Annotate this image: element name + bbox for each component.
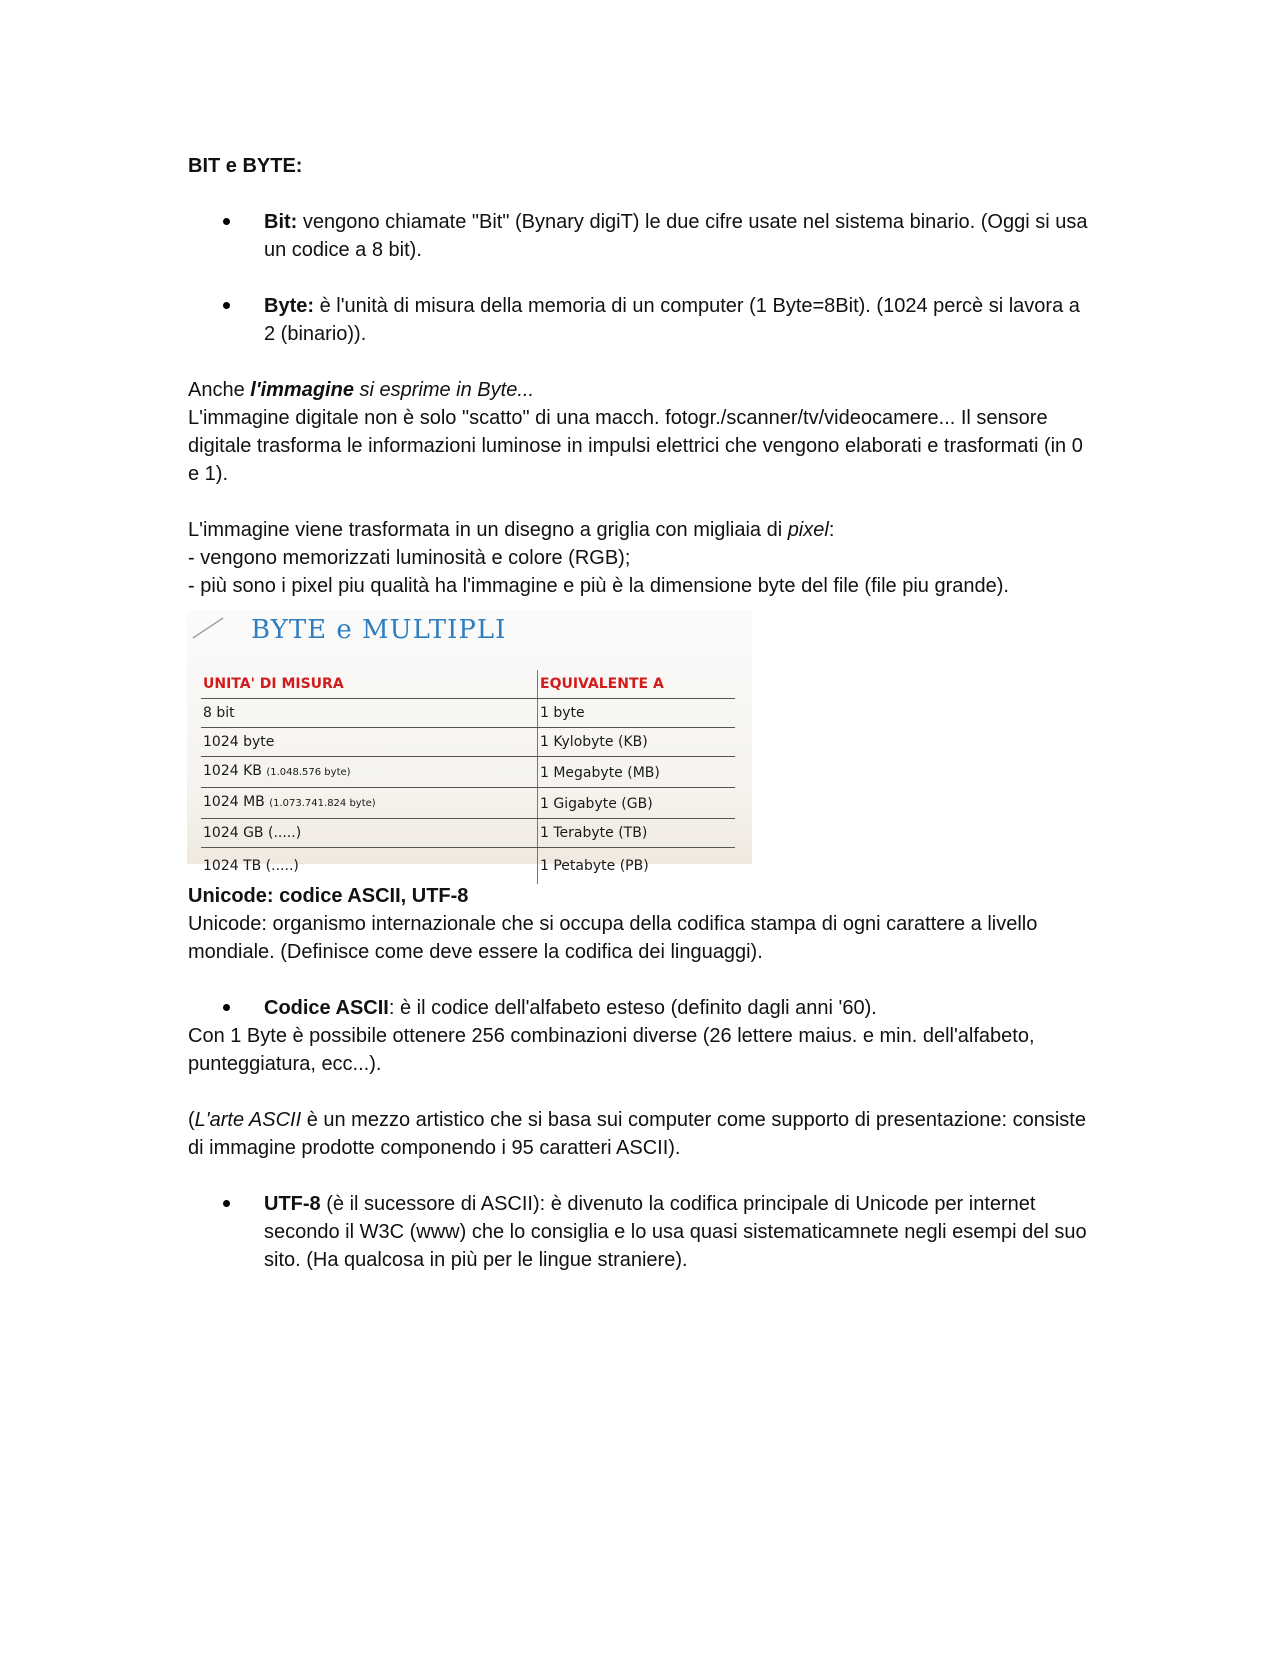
pixel-line-rgb: - vengono memorizzati luminosità e colore (RGB);: [188, 547, 631, 569]
equivalent-cell: 1 Gigabyte (GB): [538, 788, 736, 819]
ascii-art-paragraph: [188, 1106, 1088, 1162]
pixel-paragraph-intro: [188, 516, 1088, 544]
bullet-dot-icon: [223, 218, 230, 225]
figure-title: BYTE e MULTIPLI: [251, 615, 507, 645]
ascii-combinations-paragraph: Con 1 Byte è possibile ottenere 256 combinazioni diverse (26 lettere maius. e min. dell'alfabeto, punteggiatura, ecc...).: [188, 1025, 1035, 1075]
bullet-ascii: [188, 994, 1088, 1022]
unit-cell: [201, 699, 538, 728]
bullet-text: vengono chiamate "Bit" (Bynary digiT) le due cifre usate nel sistema binario. (Oggi si usa un codice a 8 bit).: [264, 211, 1088, 261]
equivalent-cell: 1 Kylobyte (KB): [538, 728, 736, 757]
table-row: [201, 788, 735, 819]
equivalent-cell: 1 Terabyte (TB): [538, 819, 736, 848]
equivalent-cell: 1 byte: [538, 699, 736, 728]
unicode-paragraph: Unicode: organismo internazionale che si occupa della codifica stampa di ogni carattere a livello mondiale. (Definisce come deve essere la codifica dei linguaggi).: [188, 913, 1038, 963]
bullet-utf8: [188, 1190, 1088, 1274]
unit-text: 1024 TB (.....): [203, 858, 299, 874]
text-run: Anche: [188, 379, 251, 401]
bullet-dot-icon: [223, 302, 230, 309]
unit-text: 1024 KB: [203, 763, 267, 779]
section-heading-bit-byte: BIT e BYTE:: [188, 155, 303, 177]
equivalent-cell: 1 Megabyte (MB): [538, 757, 736, 788]
text-run: L'immagine viene trasformata in un disegno a griglia con migliaia di: [188, 519, 788, 541]
bullet-term: UTF-8: [264, 1193, 321, 1215]
table-row: [201, 757, 735, 788]
unit-text: 1024 MB: [203, 794, 270, 810]
bullet-text: : è il codice dell'alfabeto esteso (definito dagli anni '60).: [388, 997, 877, 1019]
bullet-term: Codice ASCII: [264, 997, 389, 1019]
byte-multiples-table: [201, 670, 735, 884]
bullet-text: (è il sucessore di ASCII): è divenuto la codifica principale di Unicode per internet secondo il W3C (www) che lo consiglia e lo usa quasi sistematicamnete negli esempi del suo sito. (Ha qualcosa in più per le lingue straniere).: [264, 1193, 1087, 1271]
unit-cell: [201, 757, 538, 788]
table-header-row: [201, 670, 735, 699]
bullet-term: Bit:: [264, 211, 298, 233]
text-run: (: [188, 1109, 195, 1131]
text-run: : codice ASCII, UTF-8: [266, 885, 469, 907]
unit-note: (1.048.576 byte): [266, 767, 351, 778]
table-row: [201, 728, 735, 757]
text-run-italic: pixel: [787, 519, 829, 541]
text-run: è un mezzo artistico che si basa sui computer come supporto di presentazione: consiste di immagine prodotte componendo i 95 caratteri ASCII).: [188, 1109, 1086, 1159]
text-run-italic: L'arte ASCII: [194, 1109, 302, 1131]
section-heading-unicode: [188, 882, 1088, 910]
bullet-bit: [188, 208, 1088, 264]
table-row: [201, 848, 735, 885]
unit-note: (1.073.741.824 byte): [269, 798, 376, 809]
table-row: [201, 819, 735, 848]
unit-text: 1024 GB (.....): [203, 825, 302, 841]
equivalent-cell: 1 Petabyte (PB): [540, 858, 649, 874]
table-row: [201, 699, 735, 728]
decorative-slash-icon: [191, 616, 227, 640]
document-body: [188, 152, 1088, 1274]
byte-multipli-image: [187, 610, 752, 874]
unit-cell: [201, 788, 538, 819]
unit-cell: [201, 728, 538, 757]
bullet-text: è l'unità di misura della memoria di un computer (1 Byte=8Bit). (1024 percè si lavora a 2 (binario)).: [264, 295, 1080, 345]
unit-text: 1024 byte: [203, 734, 275, 750]
pixel-line-quality: - più sono i pixel piu qualità ha l'immagine e più è la dimensione byte del file (file piu grande).: [188, 575, 1009, 597]
image-paragraph-intro: [188, 376, 1088, 404]
bullet-dot-icon: [223, 1200, 230, 1207]
unit-cell: [201, 848, 538, 885]
text-run: :: [828, 519, 835, 541]
bullet-dot-icon: [223, 1004, 230, 1011]
text-run-italic: si esprime in Byte...: [353, 379, 534, 401]
text-run: Unicode: [188, 885, 267, 907]
column-header-unit: UNITA' DI MISURA: [201, 670, 538, 699]
unit-cell: [201, 819, 538, 848]
text-run-bold-italic: l'immagine: [250, 379, 354, 401]
image-paragraph-body: L'immagine digitale non è solo "scatto" di una macch. fotogr./scanner/tv/videocamere... Il sensore digitale trasforma le informazioni luminose in impulsi elettrici che vengono elaborati e trasformati (in 0 e 1).: [188, 407, 1083, 485]
bullet-byte: [188, 292, 1088, 348]
unit-text: 8 bit: [203, 705, 235, 721]
bullet-term: Byte:: [264, 295, 315, 317]
column-header-equivalent: EQUIVALENTE A: [538, 670, 736, 699]
